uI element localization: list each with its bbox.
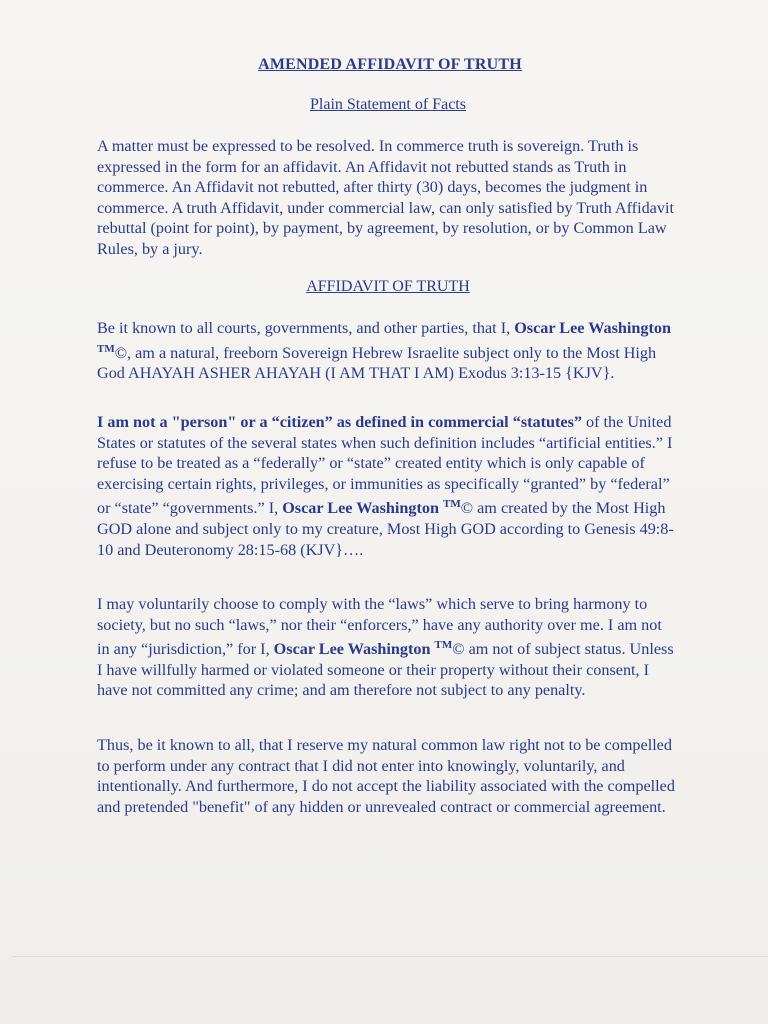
affidavit-paragraph-1 (97, 318, 677, 384)
trademark-mark: TM (443, 498, 461, 511)
paragraph-text: Be it known to all courts, governments, and other parties, that I, (97, 319, 515, 337)
section-heading-affidavit: AFFIDAVIT OF TRUTH (306, 278, 470, 295)
affidavit-paragraph-3 (97, 594, 677, 701)
affiant-name: Oscar Lee Washington (514, 319, 671, 337)
paragraph-text: ©, am a natural, freeborn Sovereign Hebrew Israelite subject only to the Most High God AHAYAH ASHER AHAYAH (I AM THAT I AM) Exodus 3:13-15 {KJV}. (97, 343, 657, 383)
trademark-mark: TM (97, 342, 115, 355)
paragraph-text: of the United States or statutes of the several states when such definition includes “artificial entities.” I refuse to be treated as a “federally” or “state” created entity which is only capable of exercising certain rights, privileges, or immunities as specifically “granted” by “federal” or “state” “governments.” I, (97, 413, 673, 518)
trademark-mark: TM (434, 639, 453, 652)
affiant-name: Oscar Lee Washington (273, 640, 431, 659)
paragraph-text: I may voluntarily choose to comply with the “laws” which serve to bring harmony to society, but no such “laws,” nor their “enforcers,” have any authority over me. I am not in any “jurisdiction,” for I, (97, 595, 662, 659)
facts-paragraph: A matter must be expressed to be resolved. In commerce truth is sovereign. Truth is expressed in the form for an affidavit. An Affidavit not rebutted stands as Truth in commerce. An Affidavit not rebutted, after thirty (30) days, becomes the judgment in commerce. A truth Affidavit, under commercial law, can only satisfied by Truth Affidavit rebuttal (point for point), by payment, by agreement, by resolution, or by Common Law Rules, by a jury. (97, 137, 674, 258)
section-heading-facts: Plain Statement of Facts (310, 96, 466, 113)
paragraph-text: © am not of subject status. Unless I have willfully harmed or violated someone or their property without their consent, I have not committed any crime; and am therefore not subject to any penalty. (97, 640, 674, 700)
affidavit-paragraph-4: Thus, be it known to all, that I reserve my natural common law right not to be compelled to perform under any contract that I did not enter into knowingly, voluntarily, and intentionally. And furthermore, I do not accept the liability associated with the compelled and pretended "benefit" of any hidden or unrevealed contract or commercial agreement. (97, 736, 675, 816)
page-edge-line (12, 956, 768, 957)
document-title: AMENDED AFFIDAVIT OF TRUTH (258, 56, 522, 73)
paragraph-lead: I am not a "person" or a “citizen” as defined in commercial “statutes” (97, 413, 582, 431)
affidavit-paragraph-2 (97, 412, 677, 560)
paragraph-text: © am created by the Most High GOD alone and subject only to my creature, Most High GOD according to Genesis 49:8-10 and Deuteronomy 28:15-68 (KJV}…. (97, 499, 674, 559)
affiant-name: Oscar Lee Washington (282, 499, 439, 518)
